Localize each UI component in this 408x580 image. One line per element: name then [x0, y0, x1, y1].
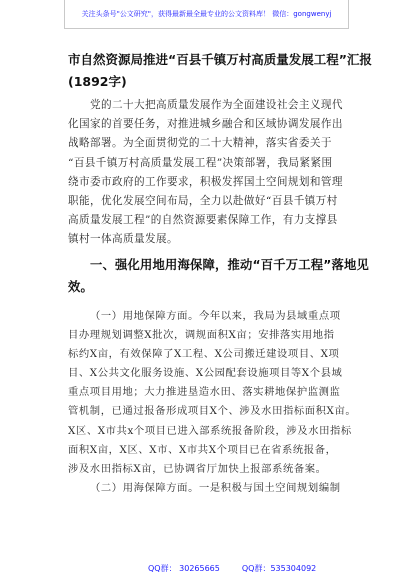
section-heading: [68, 254, 369, 298]
text-line: 化国家的首要任务，对推进城乡融合和区域协调发展作出: [68, 118, 343, 131]
text-line: 效。: [68, 280, 93, 294]
document-title: 市自然资源局推进“百县千镇万村高质量发展工程”汇报: [68, 52, 372, 67]
footer-qq-group-1: QQ群： 30265665: [148, 563, 220, 573]
header-banner: 关注头条号"公文研究"，获得最新最全最专业的公文资料库！ 微信：gongwenyj: [64, 0, 349, 29]
section-body: [68, 307, 358, 498]
text-line: 管机制，已通过报备形成项目X个、涉及水田指标面积X亩。: [68, 405, 357, 418]
text-line: 绕市委市政府的工作要求，积极发挥国土空间规划和管理: [68, 175, 343, 188]
text-line: 高质量发展工程”的自然资源要素保障工作，有力支撑县: [68, 214, 338, 227]
text-line: 党的二十大把高质量发展作为全面建设社会主义现代: [90, 99, 343, 111]
text-line: 目办理规划调整X批次，调规面积X亩；安排落实用地指: [68, 329, 335, 342]
word-count: (1892字): [68, 74, 127, 89]
text-line: 标约X亩，有效保障了X工程、X公司搬迁建设项目、X项: [68, 348, 340, 361]
text-line: 职能，优化发展空间布局，全力以赴做好“百县千镇万村: [68, 194, 338, 207]
footer-qq-group-2: QQ群：535304092: [241, 563, 317, 573]
intro-paragraph: [68, 96, 358, 250]
text-line: 目、X公共文化服务设施、X公园配套设施项目等X个县域: [68, 367, 343, 380]
text-line: 一、强化用地用海保障，推动“百千万工程”落地见: [90, 258, 369, 272]
text-line: （一）用地保障方面。今年以来，我局为县域重点项: [90, 310, 341, 322]
text-line: X区、X市共x个项目已进入部系统报备阶段，涉及水田指标: [68, 424, 352, 437]
text-line: “百县千镇万村高质量发展工程”决策部署，我局紧紧围: [68, 156, 333, 169]
footer-qq-groups: [148, 561, 316, 575]
text-line: （二）用海保障方面。一是积极与国土空间规划编制: [90, 481, 341, 494]
text-line: 面积X亩，X区、X市、X市共X个项目已在省系统报备，: [68, 443, 337, 456]
text-line: 重点项目用地；大力推进垦造水田、落实耕地保护监测监: [68, 386, 341, 399]
text-line: 涉及水田指标X亩，已协调省厅加快上报部系统备案。: [68, 462, 327, 475]
text-line: 战略部署。为全面贯彻党的二十大精神，落实省委关于: [68, 137, 332, 150]
text-line: 镇村一体高质量发展。: [68, 233, 178, 246]
